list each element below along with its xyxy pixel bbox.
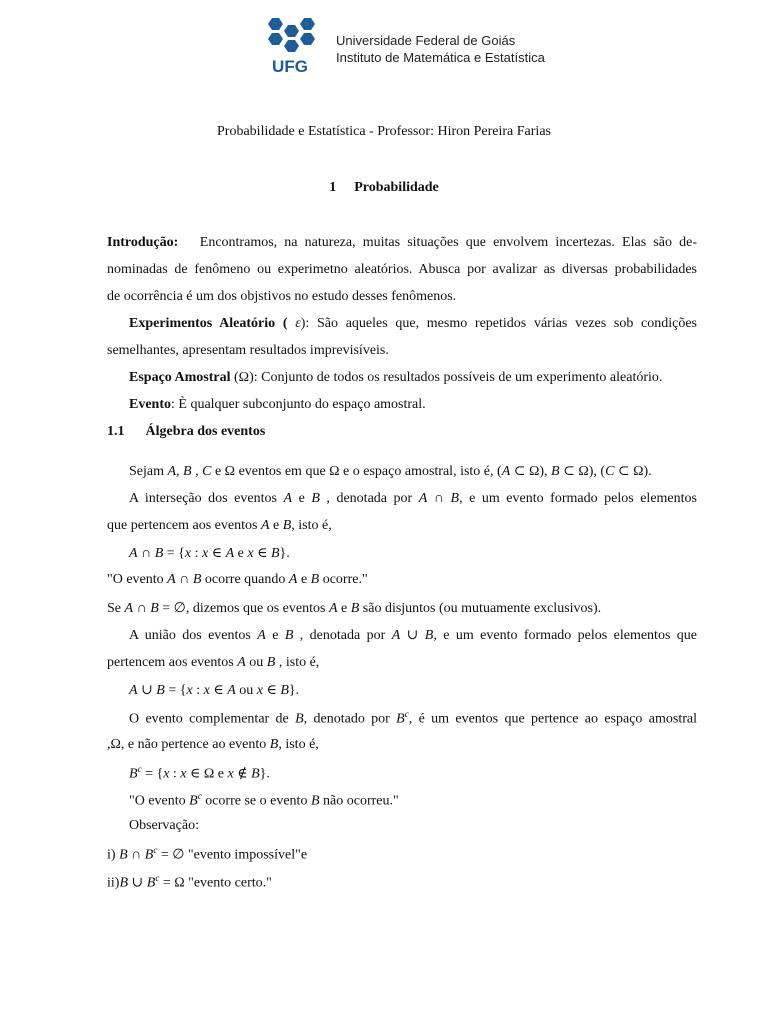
line-intersecao: A interseção dos eventos A e B , denotada por A ∩ B, e um evento formado pelos elementos (129, 491, 697, 506)
line-complementar-2: ,Ω, e não pertence ao evento B, isto é, (107, 737, 319, 752)
formula-intersecao: A ∩ B = {x : x ∈ A e x ∈ B}. (129, 546, 290, 561)
ufg-logo (262, 16, 318, 74)
line-uniao: A união dos eventos A e B , denotada por A ∪ B, e um evento formado pelos elementos que (129, 628, 698, 643)
formula-uniao: A ∪ B = {x : x ∈ A ou x ∈ B}. (129, 683, 300, 698)
section-title: Probabilidade (354, 180, 439, 195)
subsection-heading: 1.1 Álgebra dos eventos (107, 424, 266, 439)
line-nao-ocorreu: "O evento $B^c$ ocorre se o evento B não ocorreu." (129, 791, 399, 809)
section-number: 1 (329, 180, 337, 195)
intro-line-2: nominadas de fenômeno ou experimetno aleatórios. Abusca por avalizar as diversas probabilidades (107, 262, 697, 277)
evento-line: Evento: È qualquer subconjunto do espaço amostral. (129, 397, 426, 412)
experimentos-line-1: Experimentos Aleatório ( ε): São aqueles que, mesmo repetidos várias vezes sob condições (129, 316, 697, 331)
line-disjuntos: Se A ∩ B = ∅, dizemos que os eventos A e B são disjuntos (ou mutuamente exclusivos). (107, 601, 602, 616)
university-header (336, 32, 545, 66)
line-sejam: Sejam A, B , C e Ω eventos em que Ω e o espaço amostral, isto é, (A ⊂ Ω), B ⊂ Ω), (C ⊂ Ω). (129, 464, 652, 479)
course-line: Probabilidade e Estatística - Professor: Hiron Pereira Farias (217, 124, 551, 139)
line-observacao: Observação: (129, 818, 199, 833)
line-intersecao-2: que pertencem aos eventos A e B, isto é, (107, 518, 332, 533)
logo-text: UFG (272, 57, 308, 74)
logo-hexagons-icon (268, 18, 315, 52)
intro-line-3: de ocorrência é um dos objstivos no estudo desses fenômenos. (107, 289, 457, 304)
experimentos-line-2: semelhantes, apresentam resultados imprevisíveis. (107, 343, 389, 358)
university-name: Universidade Federal de Goiás (336, 33, 516, 48)
line-complementar: O evento complementar de B, denotado por $B^c$, é um eventos que pertence ao espaço amostral (129, 709, 697, 727)
intro-line-1: Introdução: Encontramos, na natureza, muitas situações que envolvem incertezas. Elas são de- (107, 235, 697, 250)
espaco-line: Espaço Amostral (Ω): Conjunto de todos os resultados possíveis de um experimento aleatório. (129, 370, 663, 385)
section-heading (0, 180, 768, 196)
line-uniao-2: pertencem aos eventos A ou B , isto é, (107, 655, 320, 670)
formula-complementar: $B^c = \{x$ : x ∈ Ω e x ∉ B}. (129, 764, 270, 782)
line-ocorre: "O evento A ∩ B ocorre quando A e B ocorre." (107, 572, 368, 587)
institute-name: Instituto de Matemática e Estatística (336, 50, 545, 65)
intro-label: Introdução: (107, 235, 179, 250)
line-certo: ii)B ∪ $B^c = \Omega$ "evento certo." (107, 873, 272, 891)
line-impossivel: i) B ∩ $B^c$ = ∅ "evento impossível"e (107, 845, 308, 863)
